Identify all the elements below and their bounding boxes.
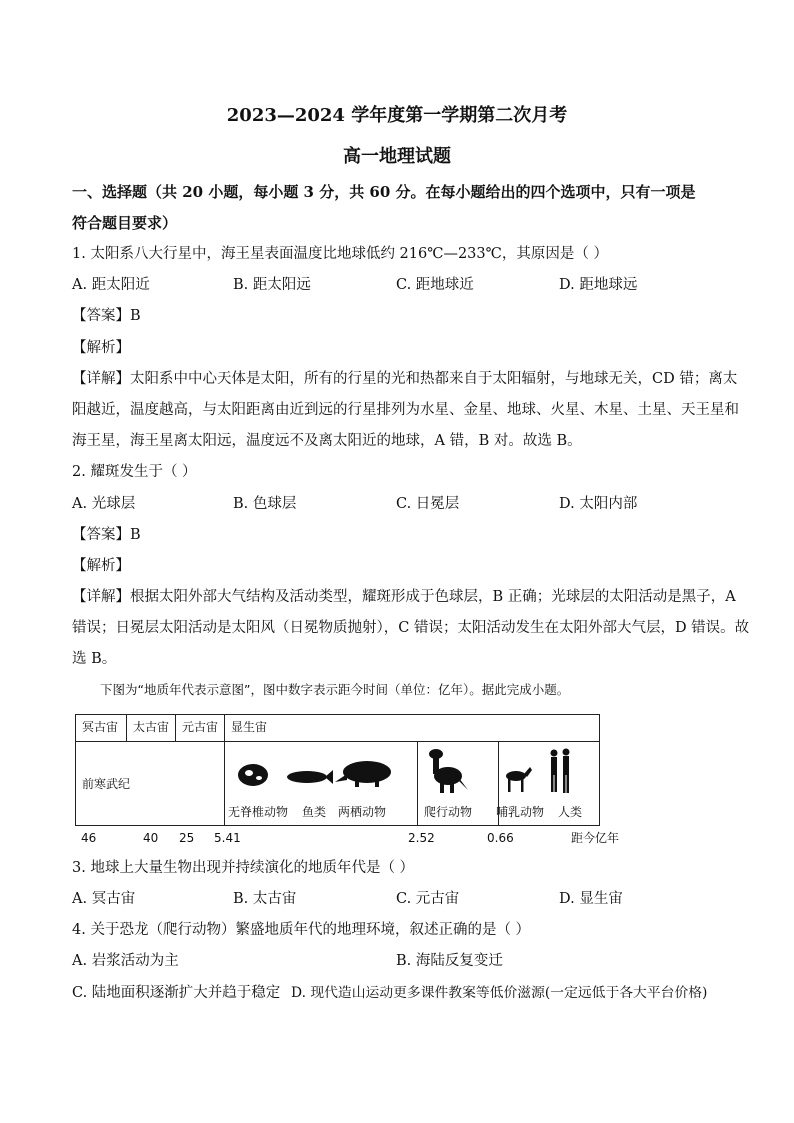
q2-option-d: D. 太阳内部	[559, 496, 638, 512]
timeline-unit-label: 距今亿年	[571, 831, 620, 845]
precambrian-label: 前寒武纪	[76, 742, 225, 826]
q3-option-c: C. 元古宙	[396, 891, 460, 907]
label-fish: 鱼类	[302, 805, 327, 819]
q2-detail-end: 选 B。	[72, 651, 117, 667]
amphibian-icon	[333, 758, 395, 788]
q1-option-a: A. 距太阳近	[72, 277, 150, 293]
mammal-icon	[502, 765, 532, 793]
label-humans: 人类	[558, 805, 583, 819]
q2-option-b: B. 色球层	[233, 496, 297, 512]
label-invertebrates: 无脊椎动物	[228, 805, 289, 819]
human-icon	[548, 748, 574, 794]
eon-phanerozoic: 显生宙	[225, 715, 600, 742]
page-title: 2023—2024 学年度第一学期第二次月考	[226, 105, 568, 126]
section-heading-cont: 符合题目要求）	[72, 214, 178, 232]
question-2-stem: 2. 耀斑发生于（ ）	[72, 464, 197, 480]
tick-5-41: 5.41	[214, 831, 241, 845]
tick-40: 40	[143, 831, 159, 845]
label-amphibians: 两栖动物	[338, 805, 387, 819]
tick-2-52: 2.52	[408, 831, 435, 845]
invertebrate-icon	[235, 760, 271, 790]
eon-hadean: 冥古宙	[76, 715, 127, 742]
eon-proterozoic: 元古宙	[176, 715, 225, 742]
q1-detail-end: 海王星，海王星离太阳远，温度远不及离太阳近的地球，A 错，B 对。故选 B。	[72, 433, 582, 449]
label-reptiles: 爬行动物	[424, 805, 473, 819]
question-3-stem: 3. 地球上大量生物出现并持续演化的地质年代是（ ）	[72, 860, 415, 876]
q2-option-c: C. 日冕层	[396, 496, 460, 512]
eon-archean: 太古宙	[127, 715, 176, 742]
section-heading: 一、选择题（共 20 小题，每小题 3 分，共 60 分。在每小题给出的四个选项中，只有一项是	[72, 183, 696, 201]
fish-icon	[285, 768, 333, 786]
q2-answer: 【答案】B	[72, 527, 141, 543]
q1-option-b: B. 距太阳远	[233, 277, 311, 293]
page-subtitle: 高一地理试题	[343, 146, 451, 167]
figure-caption: 下图为“地质年代表示意图”，图中数字表示距今时间（单位：亿年）。据此完成小题。	[100, 682, 570, 697]
dinosaur-icon	[426, 748, 468, 794]
q4-option-b: B. 海陆反复变迁	[396, 953, 503, 969]
label-mammals: 哺乳动物	[496, 805, 545, 819]
tick-46: 46	[81, 831, 97, 845]
q1-detail: 【详解】太阳系中中心天体是太阳，所有的行星的光和热都来自于太阳辐射，与地球无关，CD 错；离太	[72, 371, 738, 387]
q2-detail-cont: 错误；日冕层太阳活动是太阳风（日冕物质抛射），C 错误；太阳活动发生在太阳外部大气层，D 错误。故	[72, 620, 750, 636]
tick-0-66: 0.66	[487, 831, 514, 845]
q2-detail: 【详解】根据太阳外部大气结构及活动类型，耀斑形成于色球层，B 正确；光球层的太阳活动是黑子，A	[72, 589, 736, 605]
q1-option-d: D. 距地球远	[559, 277, 638, 293]
q2-option-a: A. 光球层	[72, 496, 136, 512]
q4-option-a: A. 岩浆活动为主	[72, 953, 179, 969]
q2-analysis-label: 【解析】	[72, 558, 130, 574]
q1-answer: 【答案】B	[72, 308, 141, 324]
q4-option-c: C. 陆地面积逐渐扩大并趋于稳定	[72, 985, 281, 1001]
tick-25: 25	[179, 831, 195, 845]
q3-option-d: D. 显生宙	[559, 891, 623, 907]
q1-option-c: C. 距地球近	[396, 277, 474, 293]
question-1-stem: 1. 太阳系八大行星中，海王星表面温度比地球低约 216℃—233℃，其原因是（ ）	[72, 246, 608, 262]
q1-analysis-label: 【解析】	[72, 340, 130, 356]
q3-option-a: A. 冥古宙	[72, 891, 136, 907]
q1-detail-cont: 阳越近，温度越高，与太阳距离由近到远的行星排列为水星、金星、地球、火星、木星、土星、天王星和	[72, 402, 739, 418]
q3-option-b: B. 太古宙	[233, 891, 297, 907]
question-4-stem: 4. 关于恐龙（爬行动物）繁盛地质年代的地理环境，叙述正确的是（ ）	[72, 922, 531, 938]
q4-option-d: D. 现代造山运动更多课件教案等低价滋源(一定远低于各大平台价格)	[291, 985, 708, 1001]
